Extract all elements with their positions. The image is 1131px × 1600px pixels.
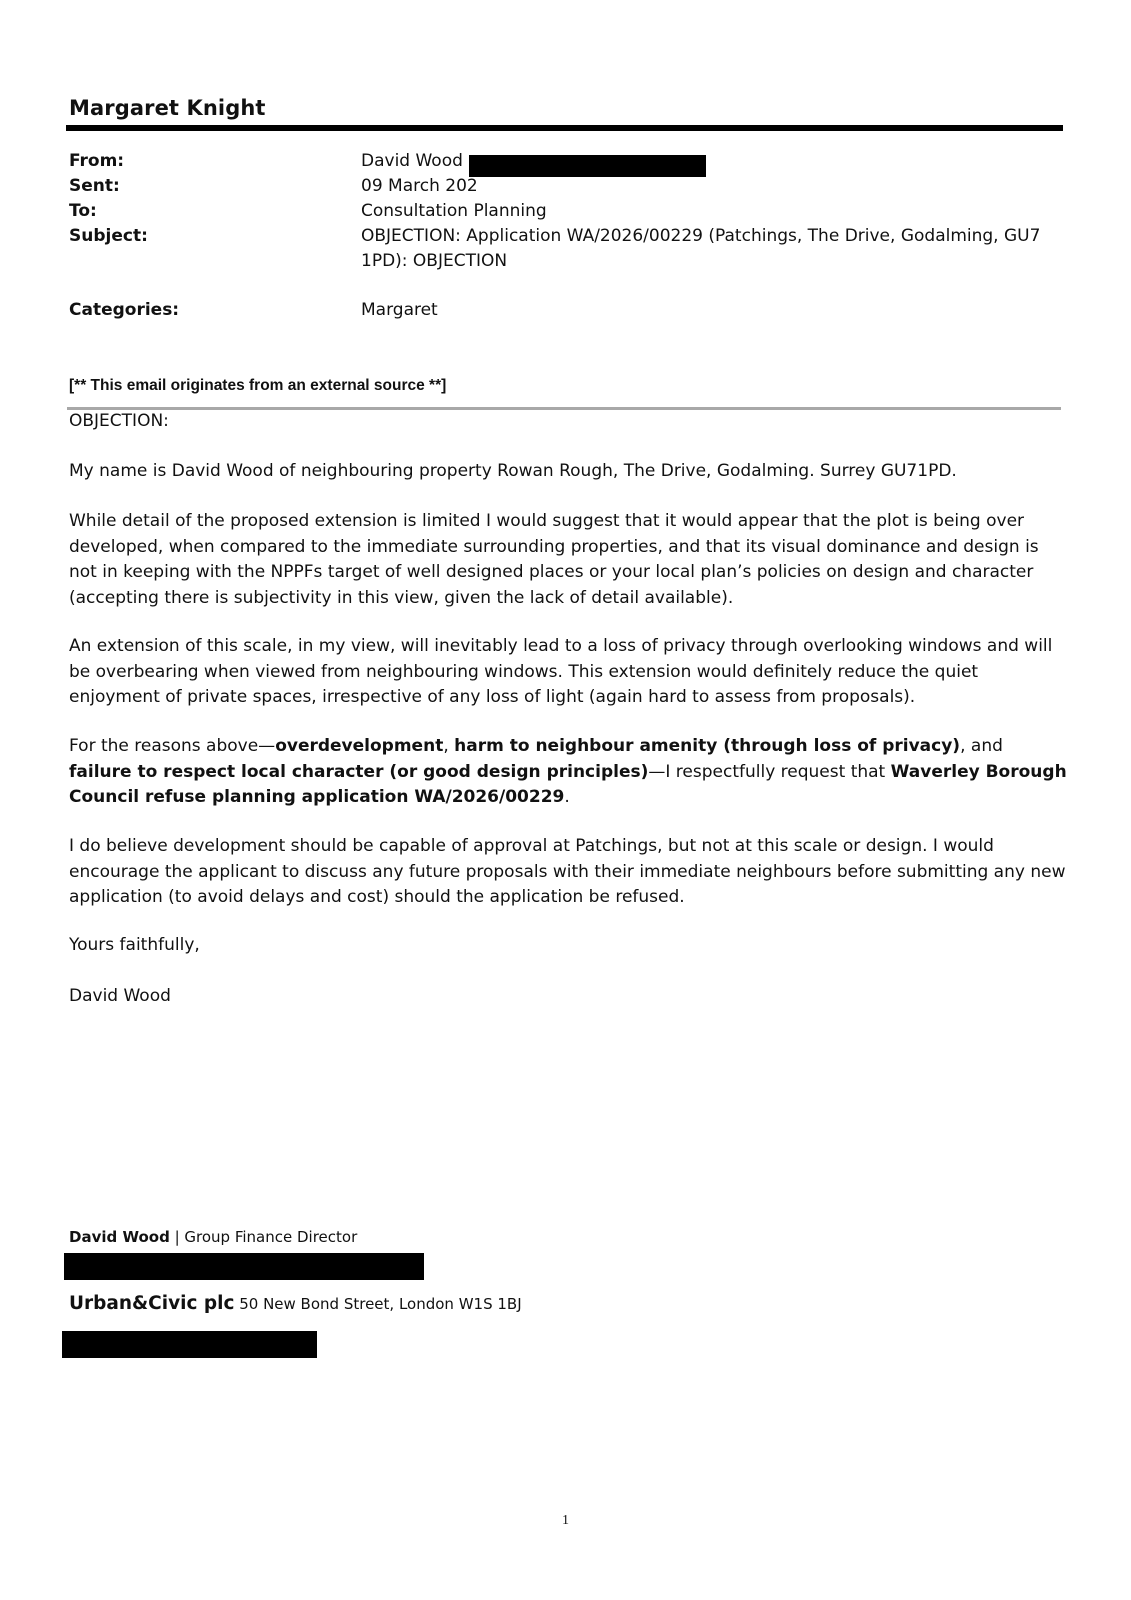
owner-divider <box>66 125 1063 131</box>
redacted-signature-contact <box>64 1253 424 1280</box>
reasons-text-2: , <box>443 736 455 756</box>
body-intro: My name is David Wood of neighbouring property Rowan Rough, The Drive, Godalming. Surrey GU71PD. <box>69 461 957 481</box>
reason-amenity: harm to neighbour amenity (through loss of privacy) <box>454 736 961 756</box>
body-privacy-paragraph: An extension of this scale, in my view, will inevitably lead to a loss of privacy through overlooking windows and will be overbearing when viewed from neighbouring windows. This extension would definitely reduce the quiet enjoyment of private spaces, irrespective of any loss of light (again hard to assess from proposals). <box>69 636 1053 707</box>
body-closing: Yours faithfully, <box>69 935 200 955</box>
signature-separator: | <box>169 1228 185 1246</box>
reasons-text-1: For the reasons above— <box>69 736 276 756</box>
page-number: 1 <box>562 1513 569 1528</box>
sent-label: Sent: <box>69 176 120 196</box>
from-label: From: <box>69 151 125 171</box>
company-address: 50 New Bond Street, London W1S 1BJ <box>234 1295 522 1313</box>
sent-value: 09 March 202 <box>361 176 478 196</box>
company-name: Urban&Civic plc <box>69 1293 235 1314</box>
to-label: To: <box>69 201 97 221</box>
to-value: Consultation Planning <box>361 201 547 221</box>
subject-label: Subject: <box>69 226 148 246</box>
from-value: David Wood <box>361 151 463 171</box>
categories-label: Categories: <box>69 300 180 320</box>
signature-title: Group Finance Director <box>184 1228 358 1246</box>
body-opening: OBJECTION: <box>69 411 169 431</box>
signature-name: David Wood <box>69 1228 170 1246</box>
refusal-request: Waverley Borough Council refuse planning application WA/2026/00229 <box>69 761 1067 807</box>
document-owner-name: Margaret Knight <box>69 96 266 120</box>
subject-value: OBJECTION: Application WA/2026/00229 (Patchings, The Drive, Godalming, GU7 1PD): OBJECTION <box>361 226 1041 271</box>
body-signoff: David Wood <box>69 986 171 1006</box>
body-design-paragraph: While detail of the proposed extension is limited I would suggest that it would appear that the plot is being over developed, when compared to the immediate surrounding properties, and that its visual dominance and design is not in keeping with the NPPFs target of well designed places or your local plan’s policies on design and character (accepting there is subjectivity in this view, given the lack of detail available). <box>69 511 1039 608</box>
reason-overdevelopment: overdevelopment <box>275 736 444 756</box>
company-line <box>69 1293 522 1314</box>
external-source-notice: [** This email originates from an external source **] <box>69 377 447 394</box>
reason-character: failure to respect local character (or good design principles) <box>69 761 649 782</box>
body-reasons-paragraph <box>69 734 1069 811</box>
categories-value: Margaret <box>361 300 438 320</box>
redacted-company-contact <box>62 1331 317 1358</box>
body-approval-paragraph: I do believe development should be capable of approval at Patchings, but not at this scale or design. I would encourage the applicant to discuss any future proposals with their immediate neighbours before submitting any new application (to avoid delays and cost) should the application be refused. <box>69 836 1066 907</box>
reasons-text-4: —I respectfully request that <box>648 761 891 782</box>
reasons-text-5: . <box>564 787 570 807</box>
reasons-text-3: , and <box>960 736 1003 756</box>
signature-line <box>69 1228 357 1246</box>
